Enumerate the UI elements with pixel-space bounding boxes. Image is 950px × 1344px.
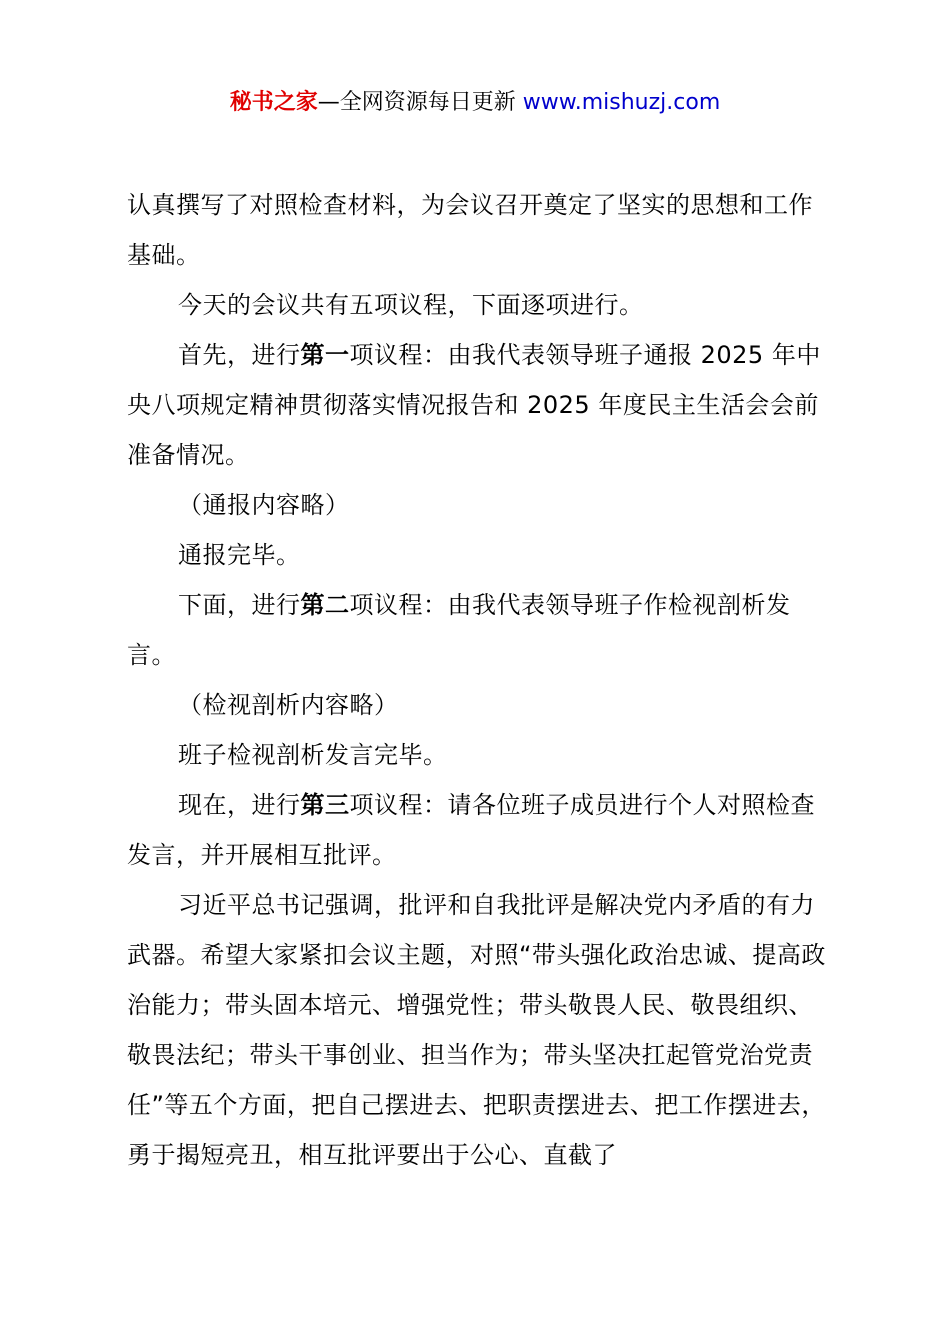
agenda-item-3-text: 项议程：请各位班子成员进行个人对照检查发言，并开展相互批评。: [127, 791, 815, 869]
site-url-link[interactable]: www.mishuzj.com: [522, 90, 721, 115]
paragraph-report-done: 通报完毕。: [178, 541, 301, 569]
header-tagline: —全网资源每日更新: [317, 90, 523, 115]
agenda-item-1-ordinal: 第一: [300, 341, 350, 369]
paragraph-analysis-omitted: （检视剖析内容略）: [178, 691, 399, 719]
paragraph-agenda-item-3: [127, 780, 837, 880]
site-header: [0, 86, 950, 120]
document-body: [127, 180, 837, 1180]
paragraph-agenda-item-2: [127, 580, 837, 680]
paragraph-report-omitted: （通报内容略）: [178, 491, 350, 519]
agenda-item-3-prefix: 现在，进行: [178, 791, 301, 819]
agenda-item-1-prefix: 首先，进行: [178, 341, 301, 369]
agenda-item-2-prefix: 下面，进行: [178, 591, 301, 619]
paragraph-continuation: 认真撰写了对照检查材料，为会议召开奠定了坚实的思想和工作基础。: [127, 191, 813, 269]
paragraph-criticism-guidance: 习近平总书记强调，批评和自我批评是解决党内矛盾的有力武器。希望大家紧扣会议主题，对照“带头强化政治忠诚、提高政治能力；带头固本培元、增强党性；带头敬畏人民、敬畏组织、敬畏法纪；带头干事创业、担当作为；带头坚决扛起管党治党责任”等五个方面，把自己摆进去、把职责摆进去、把工作摆进去，勇于揭短亮丑，相互批评要出于公心、直截了: [127, 891, 826, 1169]
paragraph-agenda-intro: 今天的会议共有五项议程，下面逐项进行。: [178, 291, 644, 319]
agenda-item-1-text: 项议程：由我代表领导班子通报 2025 年中央八项规定精神贯彻落实情况报告和 2025 年度民主生活会会前准备情况。: [127, 341, 821, 469]
brand-name: 秘书之家: [229, 90, 318, 115]
paragraph-agenda-item-1: [127, 330, 837, 480]
agenda-item-2-ordinal: 第二: [300, 591, 350, 619]
agenda-item-2-text: 项议程：由我代表领导班子作检视剖析发言。: [127, 591, 791, 669]
agenda-item-3-ordinal: 第三: [300, 791, 350, 819]
paragraph-analysis-done: 班子检视剖析发言完毕。: [178, 741, 448, 769]
